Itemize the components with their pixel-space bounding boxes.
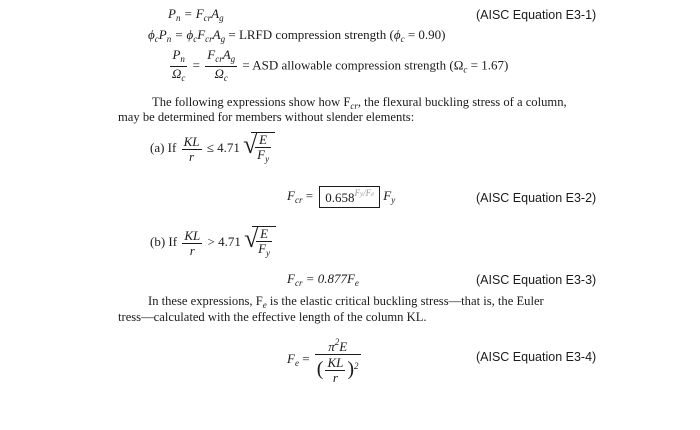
asd-num-p: P [172, 47, 181, 62]
equation-e3-4: $F_e$ = $\pi^2E$ ( $\frac{KL}{r}$ )$^2$ [287, 337, 359, 385]
eq-symbol-p: P [168, 6, 176, 21]
omega-value: = 1.67) [467, 57, 509, 73]
equation-e3-2: $F_{cr} = 0.658^{Fy/Fe}$ $F_y$ [287, 186, 395, 208]
asd-equation: $\frac{P_n}{\Omega_c}$ = $\frac{F_{cr}A_g}{\Omega_c}$ = ASD allowable compression strength $(\Omega_c = 1.67)$ [172, 47, 509, 83]
lrfd-description: = LRFD compression strength ( [225, 27, 394, 42]
eq-symbol-fcr: = F [180, 6, 204, 21]
case-b-operator: > 4.71 [207, 233, 241, 249]
base-0658: 0.658 [325, 190, 355, 205]
pi-symbol: π [328, 339, 335, 354]
equation-ref-e3-2: (AISC Equation E3-2) [476, 191, 597, 205]
asd-fraction-2: $\frac{F_{cr}A_g}{\Omega_c}$ [207, 47, 236, 83]
equation-ref-e3-3: (AISC Equation E3-3) [476, 273, 597, 287]
equation-ref-e3-4: (AISC Equation E3-4) [476, 350, 597, 364]
p-symbol: P [158, 27, 167, 42]
equals-a: = [302, 187, 317, 203]
para2-text-a: In these expressions, F [148, 294, 263, 308]
eq-sub-g: g [219, 13, 224, 23]
eq-sub-cr: cr [203, 13, 212, 23]
bracket-term: $0.658^{Fy/Fe}$ [319, 186, 380, 208]
case-a-condition [150, 132, 275, 166]
case-b-rad-den: F [258, 241, 267, 256]
phi-value: = 0.90) [404, 27, 446, 42]
case-a-sqrt: √ $\frac{E}{F_y}$ [243, 132, 275, 166]
lrfd-equation: $\phi_cP_n = \phi_cF_{cr}A_g$ = LRFD compression strength $(\phi_c = 0.90)$ [148, 27, 446, 44]
case-a-num: KL [183, 133, 200, 149]
case-a-rad-num: E [255, 133, 271, 148]
case-b-condition [150, 226, 276, 260]
case-b-sqrt: √ $\frac{E}{F_y}$ [244, 226, 276, 260]
asd-fraction-1: $\frac{P_n}{\Omega_c}$ [172, 47, 186, 83]
para2-text-b: is the elastic critical buckling stress—that is, the Euler [266, 294, 544, 308]
paragraph-1-line-2: may be determined for members without slender elements: [118, 110, 415, 124]
fe-symbol: F [287, 350, 295, 366]
case-a-den: r [189, 148, 195, 164]
case-b-label: (b) If [150, 233, 178, 249]
fcr-equals-0877: = 0.877F [302, 271, 355, 286]
paragraph-1-line-1: The following expressions show how $F_{cr}$, the flexural buckling stress of a column, [152, 95, 567, 111]
case-b-den: r [189, 242, 195, 258]
asd-description: = ASD allowable compression strength (Ω [242, 57, 464, 73]
phi-fcr: = ϕ [171, 27, 194, 42]
f-symbol: F [197, 27, 206, 42]
case-a-rad-den: F [257, 147, 266, 162]
asd-num-f: F [207, 47, 216, 62]
para1-text-b: , the flexural buckling stress of a column, [357, 95, 567, 109]
para1-text-a: The following expressions show how F [152, 95, 351, 109]
euler-fraction: $\pi^2E$ ( $\frac{KL}{r}$ )$^2$ [316, 337, 359, 385]
paragraph-2-line-2: tress—calculated with the effective length of the column KL. [118, 310, 427, 324]
a-symbol: A [212, 27, 221, 42]
eq-sub-n: n [175, 13, 181, 23]
phi-symbol: ϕ [148, 27, 155, 42]
euler-e: E [339, 339, 348, 354]
paragraph-2-line-1: In these expressions, $F_e$ is the elastic critical buckling stress—that is, the Euler [148, 294, 544, 310]
asd-den-omega: Ω [172, 66, 182, 81]
case-b-num: KL [184, 227, 201, 243]
equation-e3-3: $F_{cr} = 0.877F_e$ [287, 271, 359, 288]
fcr-symbol-a: F [287, 187, 295, 203]
euler-kl: KL [327, 354, 344, 370]
eq-symbol-a: A [211, 6, 220, 21]
case-b-fraction [182, 229, 202, 258]
equation-e3-1 [168, 6, 224, 23]
case-a-fraction [182, 135, 202, 164]
case-b-rad-num: E [256, 227, 272, 242]
phi-value-symbol: ϕ [393, 27, 401, 42]
case-a-label: (a) If [150, 139, 177, 155]
euler-r: r [332, 369, 338, 385]
case-a-operator: ≤ 4.71 [206, 139, 240, 155]
equation-ref-e3-1: (AISC Equation E3-1) [476, 8, 597, 22]
asd-den-omega-2: Ω [214, 66, 224, 81]
